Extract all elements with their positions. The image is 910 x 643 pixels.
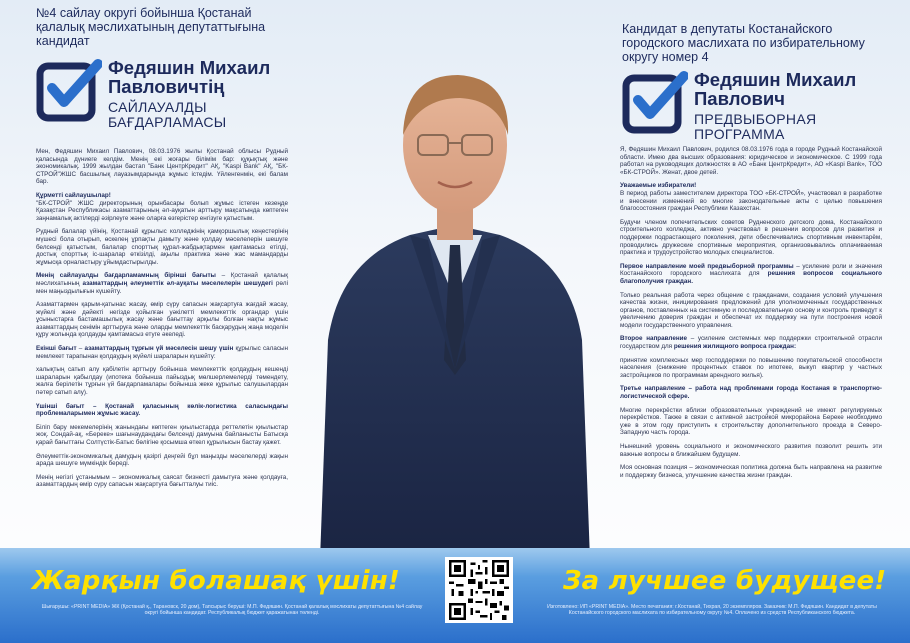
paragraph-kz-6: Әлеуметтік-экономикалық дамудың қазіргі деңгейі бұл маңызды мәселелерді жақын арада шешуге мүмкіндік береді. — [36, 452, 288, 468]
program-text-ru — [620, 146, 882, 485]
header-ru: Кандидат в депутаты Костанайского городского маслихата по избирательному округу номер 4 — [622, 22, 865, 64]
logo-block-ru — [622, 70, 880, 142]
paragraph-ru-6: Нынешний уровень социального и экономического развития позволит решить эти важные вопросы в ближайшем будущем. — [620, 443, 882, 458]
paragraph-ru-2: Будучи членом попечительских советов Рудненского детского дома, Костанайского строительного колледжа, активно участвовал в решении вопросов для развития и поддержки подрастающего поколения, дети обеспечивались спортивным инвентарём, проводились дружеские спортивные мероприятия, организовывались оплачиваемая практика и трудоустройство молодых специалистов. — [620, 218, 882, 257]
direction-3-kz: Үшінші бағыт – Қостанай қаласының көлік-логистика саласындағы проблемаларымен жұмыс жасау. — [36, 402, 288, 418]
greeting-kz: Құрметті сайлаушылар! — [36, 191, 111, 199]
direction-1-kz: Менің сайлауалды бағдарламамның бірінші бағыты – Қостанай қалалық мәслихатының азаматтардың әлеуметтік әл-ауқаты мәселелерін шешудегі рөлі мен маңыздылығын күшейту. — [36, 272, 289, 295]
paragraph-kz-7: Менің негізгі ұстанымым – экономикалық саясат бизнесті дамытуға және қолдауға, азаматтардың өмір сүру сапасын жақсартуға бағытталуы тиіс. — [36, 473, 288, 489]
footer-imprint-kz: Шығарушы: «PRINT MEDIA» ЖК (Қостанай қ., Тарановск, 20 дом), Тапсырыс берушi: М.П. Федяшин. Қостанай қалалық мәслихаты депутаттығына №4 сайлау округі бойынша кандидат. Республикалық бюджет қаражатынан төленді. — [41, 604, 423, 617]
slogan-kz: Жарқын болашақ үшін! — [32, 566, 400, 596]
paragraph-kz-1: "БК-СТРОЙ" ЖШС директорының орынбасары болып жұмыс істеген кезеңде Қазақстан Республикасы азаматтарының әл-ауқатын арттыру мақсатында көптеген заңнамалық актілерді әзірлеуге және оларға өзгерістер енгізуге қатыстым. — [36, 199, 288, 222]
paragraph-kz-5: Біліп бару мекемелерінің жанындағы көптеген қиылыстарда реттелетін қиылыстар жоқ. Сондай-ақ, «Береке» шағынаудандағы белсенді дамуына байланысты Батысқа қарай бағыттағы Солтүстік-Батыс бөлігіне қосымша өткел құрылысын бастау қажет. — [36, 423, 288, 446]
logo-block-kz — [36, 58, 288, 130]
footer-imprint-ru: Изготовлено: ИП «PRINT MEDIA». Место печатания: г.Костанай, Тихрая, 20 экземпляров. Заказчик: М.П. Федяшин. Кандидат в депутаты Костанайского городского маслихата по избирательному округу №4. Оплачено из средств Республиканского бюджета. — [547, 604, 877, 617]
bio-kz: Мен, Федяшин Михаил Павлович, 08.03.1976 жылы Қостанай облысы Рудный қаласында дүниеге келдім. Менің екі жоғары білімім бар: құқықтық және экономикалық. 1999 жылдан бастап "Банк ЦентрКредит" АҚ, "Kaspi Bank" АҚ, "БК-СТРОЙ"ЖШС басшылық лауазымдарында жұмыс істедім. Үйленгенмін, екі балам бар. — [36, 148, 288, 186]
candidate-name-ru: Федяшин Михаил Павлович — [694, 69, 857, 109]
greeting-ru: Уважаемые избиратели! — [620, 182, 697, 190]
program-text-kz — [36, 148, 288, 495]
direction-2-ru: Второе направление – усиление системных мер поддержки строительной отрасли государством для решения жилищного вопроса граждан: — [620, 335, 882, 351]
paragraph-kz-2: Рудный балалар үйінің, Қостанай құрылыс колледжінің қамқоршылық кеңестерінің мүшесі бола отырып, өскелең ұрпақты дамыту және қолдау мәселелерін шешуге белсенді қатыстым, балалар спорттық құрал-жабдықтармен қамтамасыз етілді, достық спорттық іс-шаралар өткізілді, ақылы практика және жас мамандарды жұмысқа орналастыру ұйымдастырылды. — [36, 228, 288, 266]
paragraph-ru-4: принятие комплексных мер господдержки по повышению покупательской способности населения (снижение процентных ставок по ипотеке, выкуп квартир у частных застройщиков по программам арендного жилья). — [620, 356, 882, 379]
paragraph-ru-3: Только реальная работа через общение с гражданами, создания условий улучшения качества жизни, инициирования предложений для уполномоченных государственных органов, поставленных на системную и последовательную основу и контроль приведут к увеличению доверия граждан и обеспечат их поддержку на пути построения новой модели государственного управления. — [620, 291, 882, 329]
checkmark-box-icon — [622, 70, 688, 136]
paragraph-ru-5: Многие перекрёстки вблизи образовательных учреждений не имеют регулируемых перекрёстков. Также в связи с активной застройкой микрорайона Береке необходимо уже в этом году приступить к строительству дополнительного проезда в Северо-Западную часть города. — [620, 406, 882, 437]
qr-code-icon[interactable] — [445, 557, 513, 623]
program-title-kz: САЙЛАУАЛДЫ БАҒДАРЛАМАСЫ — [108, 99, 227, 130]
checkmark-box-icon — [36, 58, 102, 124]
paragraph-kz-4: халықтың сатып алу қабілетін арттыру бойынша мемлекеттік қолдаудың кешенді шараларын қабылдау (ипотека бойынша пайыздық мөлшерлемелерді төмендету, жалға берілетін тұрғын үй бағдарламалары бойынша жеке құрылыс салушылардан пәтер сатып алу). — [36, 366, 288, 397]
slogan-ru: За лучшее будущее! — [563, 566, 887, 596]
paragraph-ru-1: В период работы заместителем директора ТОО «БК-СТРОЙ», участвовал в разработке и внесении изменений во многие законодательные акты с целью повышения благосостояния граждан Республики Казахстан. — [620, 189, 882, 213]
paragraph-kz-3: Азаматтармен қарым-қатынас жасау, өмір сүру сапасын жақсартуға жағдай жасау, жүйелі және дәйекті негізде қойылған уәкілетті мемлекеттік органдар үшін ұсыныстарға бастамашылық жасау және бағыттау арқылы болған нақты жұмыс азаматтардың сенімін арттыруға және оларды мемлекеттік басқарудың жаңа моделін құру жолында қолдауды қамтамасыз етуге әкеледі. — [36, 301, 288, 339]
header-kz: №4 сайлау округі бойынша Қостанай қалалық мәслихатының депутаттығына кандидат — [36, 6, 266, 48]
bio-ru: Я, Федяшин Михаил Павлович, родился 08.03.1976 года в городе Рудный Костанайской области. Имею два высших образования: юридическое и экономическое. С 1999 года работал на руководящих должностях в АО «Банк ЦентрКредит», АО «Kaspi Bank», ТОО «БК-СТРОЙ». Женат, двое детей. — [620, 146, 882, 176]
direction-2-kz: Екінші бағыт – азаматтардың тұрғын үй мәселесін шешу үшін құрылыс саласын мемлекет тарапынан қолдаудың жүйелі шараларын күшейту: — [36, 345, 288, 360]
direction-3-ru: Третье направление – работа над проблемами города Костаная в транспортно-логистической сфере. — [620, 385, 882, 401]
program-title-ru: ПРЕДВЫБОРНАЯ ПРОГРАММА — [694, 111, 817, 142]
paragraph-ru-7: Моя основная позиция – экономическая политика должна быть направлена на развитие и поддержку бизнеса, улучшение качества жизни граждан. — [620, 464, 882, 479]
candidate-name-kz: Федяшин Михаил Павловичтің — [108, 57, 271, 97]
candidate-photo — [300, 40, 610, 560]
direction-1-ru: Первое направление моей предвыборной программы – усиление роли и значения Костанайского городского маслихата для решения вопросов социального благополучия граждан. — [620, 262, 882, 285]
